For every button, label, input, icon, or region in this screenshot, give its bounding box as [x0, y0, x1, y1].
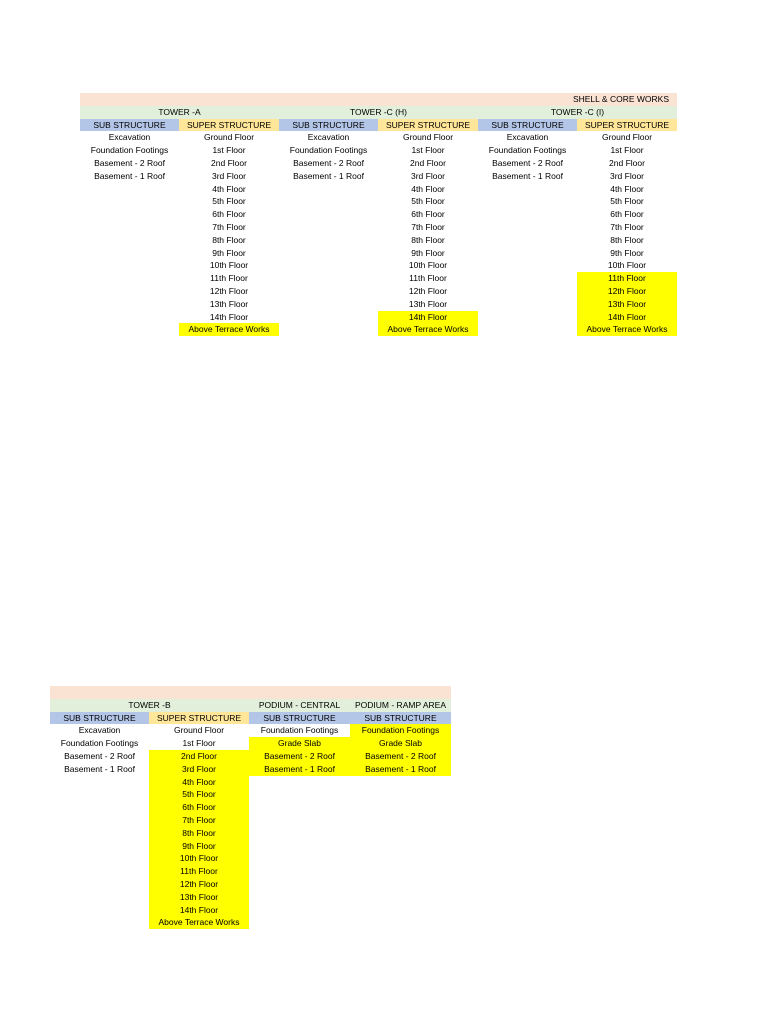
table-row: [80, 170, 677, 183]
empty-cell: [478, 247, 577, 260]
empty-cell: [478, 259, 577, 272]
super-structure-item: 3rd Floor: [211, 170, 246, 181]
empty-cell: [279, 259, 378, 272]
super-structure-item: 13th Floor: [209, 298, 249, 309]
super-structure-item: 14th Floor: [149, 904, 249, 917]
sub-structure-item: Excavation: [108, 132, 151, 143]
sub-structure-item: Basement - 1 Roof: [94, 170, 165, 181]
super-structure-item: 7th Floor: [610, 221, 644, 232]
table-row: [80, 144, 677, 157]
super-structure-item: 10th Floor: [607, 260, 647, 271]
tower-b-title: TOWER -B: [50, 699, 249, 712]
empty-cell: [279, 298, 378, 311]
super-structure-item: 7th Floor: [411, 221, 445, 232]
super-structure-item: 12th Floor: [209, 285, 249, 296]
empty-cell: [80, 285, 179, 298]
podium-sub-structure-item: Foundation Footings: [260, 725, 339, 736]
super-structure-item: 5th Floor: [411, 196, 445, 207]
table-row: [80, 234, 677, 247]
super-structure-item: Above Terrace Works: [577, 323, 677, 336]
super-structure-item: 12th Floor: [577, 285, 677, 298]
super-structure-item: Above Terrace Works: [149, 916, 249, 929]
table-row: [50, 904, 451, 917]
empty-cell: [50, 852, 149, 865]
table-row: [80, 208, 677, 221]
table-title: SHELL & CORE WORKS: [80, 93, 677, 106]
empty-cell: [80, 323, 179, 336]
super-structure-item: 7th Floor: [149, 814, 249, 827]
empty-cell: [279, 221, 378, 234]
empty-cell: [249, 891, 350, 904]
empty-cell: [279, 195, 378, 208]
empty-cell: [350, 865, 451, 878]
empty-cell: [249, 827, 350, 840]
sub-structure-item: Basement - 2 Roof: [64, 750, 135, 761]
table-row: [80, 183, 677, 196]
super-structure-item: 10th Floor: [209, 260, 249, 271]
table-row: [80, 272, 677, 285]
super-structure-item: 5th Floor: [212, 196, 246, 207]
empty-cell: [80, 208, 179, 221]
sub-structure-item: Excavation: [78, 725, 121, 736]
empty-cell: [80, 183, 179, 196]
tower-c-h-sub-structure-header: SUB STRUCTURE: [279, 119, 378, 132]
tower-c-h-super-structure-header: SUPER STRUCTURE: [378, 119, 478, 132]
empty-cell: [50, 865, 149, 878]
sub-structure-item: Basement - 1 Roof: [492, 170, 563, 181]
empty-cell: [249, 801, 350, 814]
empty-cell: [80, 195, 179, 208]
table-row: [50, 750, 451, 763]
sub-structure-item: Excavation: [506, 132, 549, 143]
super-structure-item: 10th Floor: [149, 852, 249, 865]
table-row: [50, 763, 451, 776]
super-structure-item: 6th Floor: [149, 801, 249, 814]
super-structure-item: 2nd Floor: [211, 157, 247, 168]
table-row: [50, 814, 451, 827]
empty-cell: [478, 311, 577, 324]
empty-cell: [249, 814, 350, 827]
sub-structure-item: Foundation Footings: [60, 738, 139, 749]
tower-b-podium-table: [50, 686, 451, 929]
empty-cell: [249, 878, 350, 891]
empty-cell: [80, 221, 179, 234]
sub-structure-item: Foundation Footings: [488, 145, 567, 156]
empty-cell: [478, 221, 577, 234]
super-structure-item: 9th Floor: [411, 247, 445, 258]
table-row: [80, 157, 677, 170]
empty-cell: [478, 272, 577, 285]
sub-structure-item: Basement - 2 Roof: [293, 157, 364, 168]
super-structure-item: Above Terrace Works: [378, 323, 478, 336]
table-row: [50, 737, 451, 750]
super-structure-item: 2nd Floor: [609, 157, 645, 168]
table-row: [80, 311, 677, 324]
super-structure-item: 5th Floor: [149, 788, 249, 801]
super-structure-item: 3rd Floor: [609, 170, 644, 181]
empty-cell: [478, 195, 577, 208]
empty-cell: [350, 788, 451, 801]
super-structure-item: 1st Floor: [182, 738, 216, 749]
table-row: [50, 724, 451, 737]
super-structure-item: 1st Floor: [212, 145, 246, 156]
empty-cell: [50, 878, 149, 891]
empty-cell: [279, 272, 378, 285]
table-title-row: [50, 686, 451, 699]
super-structure-item: 11th Floor: [210, 273, 248, 284]
empty-cell: [350, 814, 451, 827]
super-structure-item: 14th Floor: [378, 311, 478, 324]
table-row: [50, 916, 451, 929]
empty-cell: [350, 904, 451, 917]
empty-cell: [279, 247, 378, 260]
tower-a-sub-structure-header: SUB STRUCTURE: [80, 119, 179, 132]
empty-cell: [249, 776, 350, 789]
table-row: [50, 788, 451, 801]
empty-cell: [350, 852, 451, 865]
empty-cell: [50, 776, 149, 789]
podium-sub-structure-item: Basement - 1 Roof: [350, 763, 451, 776]
empty-cell: [80, 272, 179, 285]
table-row: [80, 247, 677, 260]
empty-cell: [80, 311, 179, 324]
super-structure-item: 4th Floor: [212, 183, 246, 194]
tower-a-title: TOWER -A: [80, 106, 279, 119]
empty-cell: [350, 776, 451, 789]
super-structure-item: 4th Floor: [149, 776, 249, 789]
tower-c-i-title: TOWER -C (I): [478, 106, 677, 119]
structure-header-row: [50, 712, 451, 725]
sub-structure-item: Foundation Footings: [289, 145, 368, 156]
super-structure-item: Ground Floor: [402, 132, 454, 143]
empty-cell: [279, 311, 378, 324]
empty-cell: [350, 827, 451, 840]
table-row: [50, 776, 451, 789]
super-structure-item: 11th Floor: [577, 272, 677, 285]
table-row: [50, 827, 451, 840]
super-structure-item: 4th Floor: [610, 183, 644, 194]
podium-sub-structure-item: Basement - 2 Roof: [350, 750, 451, 763]
table-body: [50, 724, 451, 929]
empty-cell: [249, 788, 350, 801]
table-title-row: [80, 93, 677, 106]
super-structure-item: 3rd Floor: [149, 763, 249, 776]
table-row: [80, 259, 677, 272]
super-structure-item: 12th Floor: [149, 878, 249, 891]
table-row: [80, 298, 677, 311]
sub-structure-item: Foundation Footings: [90, 145, 169, 156]
table-row: [80, 195, 677, 208]
table-row: [50, 840, 451, 853]
super-structure-item: 11th Floor: [409, 273, 447, 284]
empty-cell: [350, 891, 451, 904]
empty-cell: [50, 916, 149, 929]
table-row: [50, 865, 451, 878]
shell-core-works-table: [80, 93, 677, 336]
tower-name-row: [50, 699, 451, 712]
empty-cell: [80, 298, 179, 311]
super-structure-item: Above Terrace Works: [179, 323, 279, 336]
table-row: [50, 878, 451, 891]
empty-cell: [279, 208, 378, 221]
super-structure-item: 14th Floor: [577, 311, 677, 324]
table-row: [80, 221, 677, 234]
podium-sub-structure-item: Grade Slab: [249, 737, 350, 750]
super-structure-item: 1st Floor: [610, 145, 644, 156]
podium-ramp-area-sub-structure-header: SUB STRUCTURE: [350, 712, 451, 725]
empty-cell: [478, 323, 577, 336]
super-structure-item: 9th Floor: [610, 247, 644, 258]
empty-cell: [80, 259, 179, 272]
table-body: [80, 131, 677, 336]
empty-cell: [478, 234, 577, 247]
super-structure-item: 3rd Floor: [410, 170, 445, 181]
sub-structure-item: Basement - 2 Roof: [94, 157, 165, 168]
empty-cell: [249, 840, 350, 853]
super-structure-item: 13th Floor: [149, 891, 249, 904]
podium-sub-structure-item: Basement - 2 Roof: [249, 750, 350, 763]
empty-cell: [350, 840, 451, 853]
super-structure-item: 6th Floor: [212, 209, 246, 220]
sub-structure-item: Basement - 1 Roof: [64, 763, 135, 774]
super-structure-item: 6th Floor: [411, 209, 445, 220]
super-structure-item: 10th Floor: [408, 260, 448, 271]
super-structure-item: 2nd Floor: [149, 750, 249, 763]
table-row: [80, 323, 677, 336]
super-structure-item: 13th Floor: [408, 298, 448, 309]
empty-cell: [279, 285, 378, 298]
tower-a-super-structure-header: SUPER STRUCTURE: [179, 119, 279, 132]
sub-structure-item: Basement - 1 Roof: [293, 170, 364, 181]
tower-b-sub-structure-header: SUB STRUCTURE: [50, 712, 149, 725]
empty-cell: [249, 852, 350, 865]
empty-cell: [249, 916, 350, 929]
table-row: [50, 891, 451, 904]
podium-central-title: PODIUM - CENTRAL: [249, 699, 350, 712]
empty-cell: [80, 234, 179, 247]
empty-cell: [50, 840, 149, 853]
super-structure-item: Ground Floor: [173, 725, 225, 736]
empty-cell: [50, 891, 149, 904]
title-band: [50, 686, 451, 699]
super-structure-item: 9th Floor: [149, 840, 249, 853]
super-structure-item: 9th Floor: [212, 247, 246, 258]
super-structure-item: 11th Floor: [149, 865, 249, 878]
tower-c-i-super-structure-header: SUPER STRUCTURE: [577, 119, 677, 132]
super-structure-item: 1st Floor: [411, 145, 445, 156]
super-structure-item: 5th Floor: [610, 196, 644, 207]
tower-c-h-title: TOWER -C (H): [279, 106, 478, 119]
table-row: [50, 852, 451, 865]
empty-cell: [249, 865, 350, 878]
table-row: [50, 801, 451, 814]
super-structure-item: 7th Floor: [212, 221, 246, 232]
empty-cell: [279, 183, 378, 196]
empty-cell: [478, 298, 577, 311]
structure-header-row: [80, 119, 677, 132]
table-row: [80, 131, 677, 144]
super-structure-item: 8th Floor: [212, 234, 246, 245]
super-structure-item: 6th Floor: [610, 209, 644, 220]
tower-b-super-structure-header: SUPER STRUCTURE: [149, 712, 249, 725]
empty-cell: [478, 183, 577, 196]
sub-structure-item: Excavation: [307, 132, 350, 143]
empty-cell: [350, 916, 451, 929]
empty-cell: [50, 814, 149, 827]
super-structure-item: Ground Floor: [203, 132, 255, 143]
super-structure-item: 13th Floor: [577, 298, 677, 311]
empty-cell: [279, 234, 378, 247]
super-structure-item: Ground Floor: [601, 132, 653, 143]
tower-c-i-sub-structure-header: SUB STRUCTURE: [478, 119, 577, 132]
podium-ramp-area-title: PODIUM - RAMP AREA: [350, 699, 451, 712]
tower-name-row: [80, 106, 677, 119]
empty-cell: [478, 208, 577, 221]
empty-cell: [350, 801, 451, 814]
table-row: [80, 285, 677, 298]
super-structure-item: 4th Floor: [411, 183, 445, 194]
super-structure-item: 8th Floor: [411, 234, 445, 245]
empty-cell: [279, 323, 378, 336]
super-structure-item: 8th Floor: [610, 234, 644, 245]
sub-structure-item: Basement - 2 Roof: [492, 157, 563, 168]
empty-cell: [50, 904, 149, 917]
empty-cell: [350, 878, 451, 891]
empty-cell: [249, 904, 350, 917]
podium-central-sub-structure-header: SUB STRUCTURE: [249, 712, 350, 725]
podium-sub-structure-item: Basement - 1 Roof: [249, 763, 350, 776]
super-structure-item: 8th Floor: [149, 827, 249, 840]
empty-cell: [80, 247, 179, 260]
podium-sub-structure-item: Foundation Footings: [350, 724, 451, 737]
super-structure-item: 2nd Floor: [410, 157, 446, 168]
empty-cell: [50, 788, 149, 801]
empty-cell: [478, 285, 577, 298]
podium-sub-structure-item: Grade Slab: [350, 737, 451, 750]
super-structure-item: 12th Floor: [408, 285, 448, 296]
super-structure-item: 14th Floor: [209, 311, 249, 322]
empty-cell: [50, 827, 149, 840]
empty-cell: [50, 801, 149, 814]
